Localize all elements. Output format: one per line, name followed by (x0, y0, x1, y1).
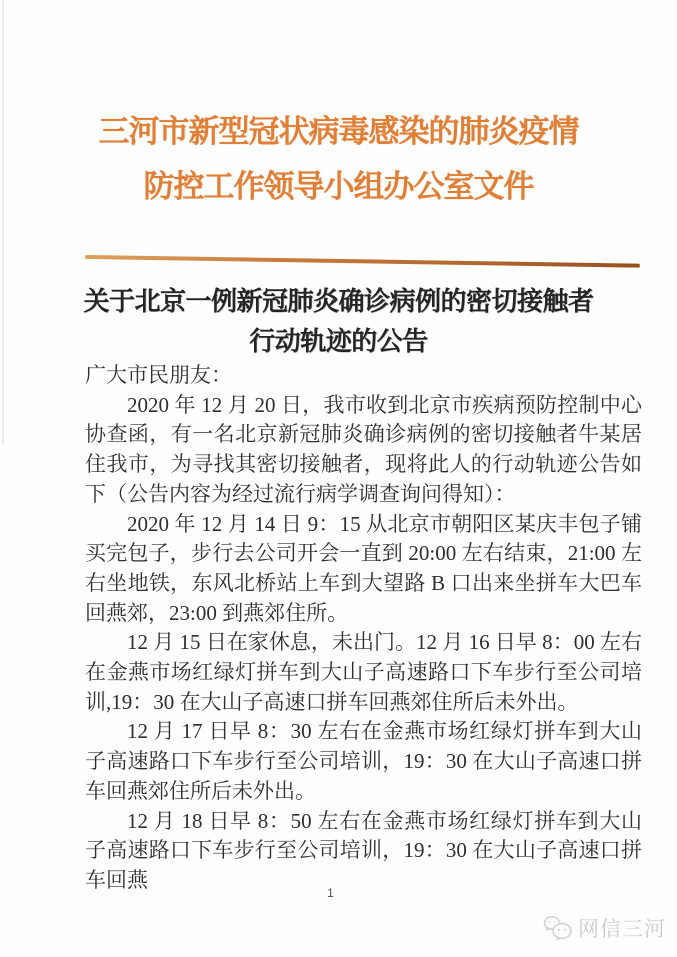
letterhead-divider-line (85, 255, 640, 268)
scan-page-edge (2, 0, 4, 445)
body-paragraph: 12 月 18 日早 8：50 左右在金燕市场红绿灯拼车到大山子高速路口下车步行至公司培训，19：30 在大山子高速口拼车回燕 (85, 808, 642, 892)
document-body (85, 361, 642, 896)
body-paragraph: 12 月 17 日早 8：30 左右在金燕市场红绿灯拼车到大山子高速路口下车步行至公司培训，19：30 在大山子高速口拼车回燕郊住所后未外出。 (85, 719, 642, 803)
watermark-label: 网信三河 (578, 918, 666, 941)
letterhead-line-1: 三河市新型冠状病毒感染的肺炎疫情 (98, 114, 579, 149)
body-paragraph: 12 月 15 日在家休息，未出门。12 月 16 日早 8：00 左右在金燕市场红绿灯拼车到大山子高速路口下车步行至公司培训,19：30 在大山子高速口拼车回燕郊住所后未外出。 (85, 630, 642, 714)
body-paragraph: 2020 年 12 月 20 日，我市收到北京市疾病预防控制中心协查函，有一名北京新冠肺炎确诊病例的密切接触者牛某居住我市，为寻找其密切接触者，现将此人的行动轨迹公告如下（公告内容为经过流行病学调查询问得知）： (85, 392, 642, 506)
wechat-icon (543, 915, 573, 941)
letterhead (0, 104, 677, 214)
body-paragraph: 2020 年 12 月 14 日 9：15 从北京市朝阳区某庆丰包子铺买完包子，步行去公司开会一直到 20:00 左右结束，21:00 左右坐地铁，东风北桥站上车到大望路 B 口出来坐拼车大巴车回燕郊，23:00 到燕郊住所。 (85, 511, 642, 625)
letterhead-line-2: 防控工作领导小组办公室文件 (143, 169, 534, 204)
document-title-line-1: 关于北京一例新冠肺炎确诊病例的密切接触者 (83, 286, 594, 316)
document-title-line-2: 行动轨迹的公告 (249, 326, 428, 356)
salutation: 广大市民朋友： (85, 363, 232, 387)
watermark (543, 913, 666, 943)
document-title (0, 281, 677, 361)
page-number: 1 (327, 886, 334, 900)
